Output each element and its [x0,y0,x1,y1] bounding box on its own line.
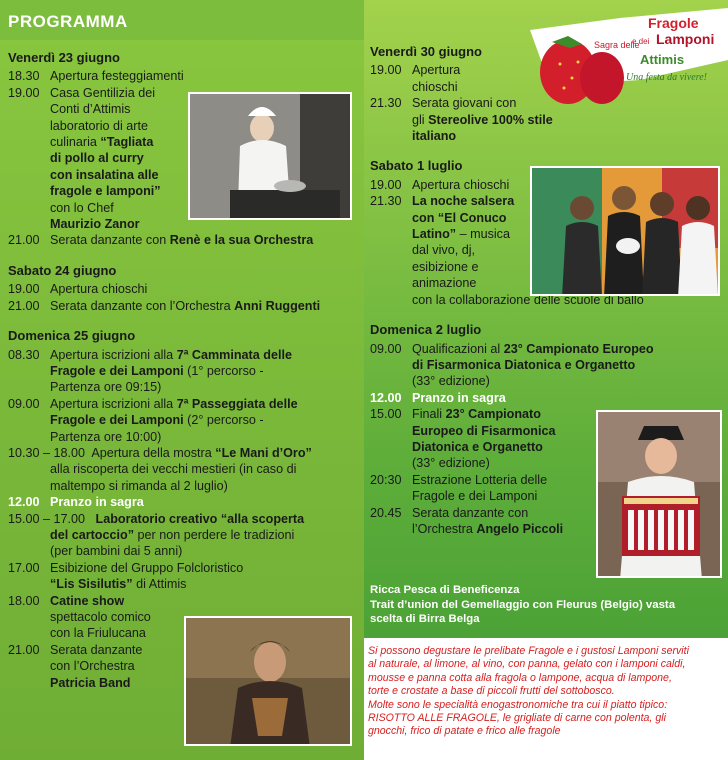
day-heading: Venerdì 30 giugno [370,44,482,59]
list-item: 09.00 Apertura iscrizioni alla 7ª Passeggiata delle Fragole e dei Lamponi (2° percorso - Partenza ore 10:00) [8,396,298,444]
logo-lamponi: Lamponi [656,31,715,47]
list-item: 10.30 – 18.00 Apertura della mostra “Le Mani d’Oro” alla riscoperta dei vecchi mestieri (in caso di maltempo si rimanda al 2 luglio) [8,445,312,493]
logo-fragole: Fragole [648,15,699,31]
salsa-band-photo [530,166,720,296]
list-item: 08.30 Apertura iscrizioni alla 7ª Camminata delle Fragole e dei Lamponi (1° percorso - Partenza ore 09:15) [8,347,292,395]
list-item: 18.30 Apertura festeggiamenti [8,69,184,84]
list-item: 18.00 Catine show spettacolo comico con la Friulucana [8,593,151,641]
list-item: 20.45 Serata danzante con l’Orchestra Angelo Piccoli [370,505,564,536]
list-item: 21.30 Serata giovani con gli Stereolive 100% stile italiano [370,96,553,144]
list-item: 15.00 – 17.00 Laboratorio creativo “alla scoperta del cartoccio” per non perdere le tradizioni (per bambini dai 5 anni) [8,511,305,559]
list-item: 12.00 Pranzo in sagra [370,390,506,405]
list-item: 20:30 Estrazione Lotteria delle Fragole e dei Lamponi [370,472,548,504]
list-item: 09.00 Qualificazioni al 23° Campionato Europeo di Fisarmonica Diatonica e Organetto (33° edizione) [370,341,654,389]
performer-photo [184,616,352,746]
day-heading: Domenica 25 giugno [8,328,136,344]
list-item: 19.00 Apertura chioschi [370,63,461,94]
list-item: 21.30 La noche salsera con “El Conuco Latino” – musica dal vivo, dj, esibizione e animazione con la collaborazione delle scuole di ballo [370,194,644,307]
day-heading: Venerdì 23 giugno [8,50,120,65]
list-item: 19.00 Casa Gentilizia dei Conti d’Attimis laboratorio di arte culinaria “Tagliata di pollo al curry con insalatina alle fragole e lamponi” con lo Chef Maurizio Zanor [8,85,161,232]
day-heading: Sabato 24 giugno [8,262,117,278]
salsa-band-image [532,168,720,296]
list-item: 17.00 Esibizione del Gruppo Folcloristico “Lis Sisilutis” di Attimis [8,560,244,592]
list-item: 19.00 Apertura chioschi [370,177,510,192]
accordion-image [598,412,722,578]
chef-photo [188,92,352,220]
list-item: 19.00 Apertura chioschi [8,282,148,297]
list-item: 21.00 Serata danzante con l’Orchestra Anni Ruggenti [8,298,321,313]
day-heading: Domenica 2 luglio [370,322,482,338]
logo-place: Attimis [640,52,685,67]
logo-line1: Sagra delle [594,40,640,50]
logo-line2: e dei [632,37,650,46]
list-item: 15.00 Finali 23° Campionato Europeo di Fisarmonica Diatonica e Organetto (33° edizione) [370,407,556,471]
accordion-player-photo [596,410,722,578]
charity-raffle-note: Ricca Pesca di Beneficenza Trait d’union del Gemellaggio con Fleurus (Belgio) vasta scelta di Birra Belga [370,584,676,626]
chef-image [190,94,352,220]
logo-tagline: Una festa da vivere! [626,72,707,83]
specialties-note: Si possono degustare le prelibate Fragole e i gustosi Lamponi serviti al naturale, al limone, al vino, con panna, gelato con i lamponi caldi, mousse e panna cotta alla fragola o lampone, acqua di lampone, torte e crostate a base di piccoli frutti del sottobosco. Molte sono le specialità enogastronomiche tra cui il piatto tipico: RISOTTO ALLE FRAGOLE, le grigliate di carne con polenta, gli gnocchi, frico di patate e frico alle fragole [368,645,689,738]
page-title: PROGRAMMA [8,12,128,31]
list-item: 21.00 Serata danzante con l’Orchestra Patricia Band [8,642,143,690]
day-heading: Sabato 1 luglio [370,158,463,174]
performer-image [186,618,352,746]
list-item: 12.00 Pranzo in sagra [8,495,144,510]
list-item: 21.00 Serata danzante con Renè e la sua Orchestra [8,233,314,248]
